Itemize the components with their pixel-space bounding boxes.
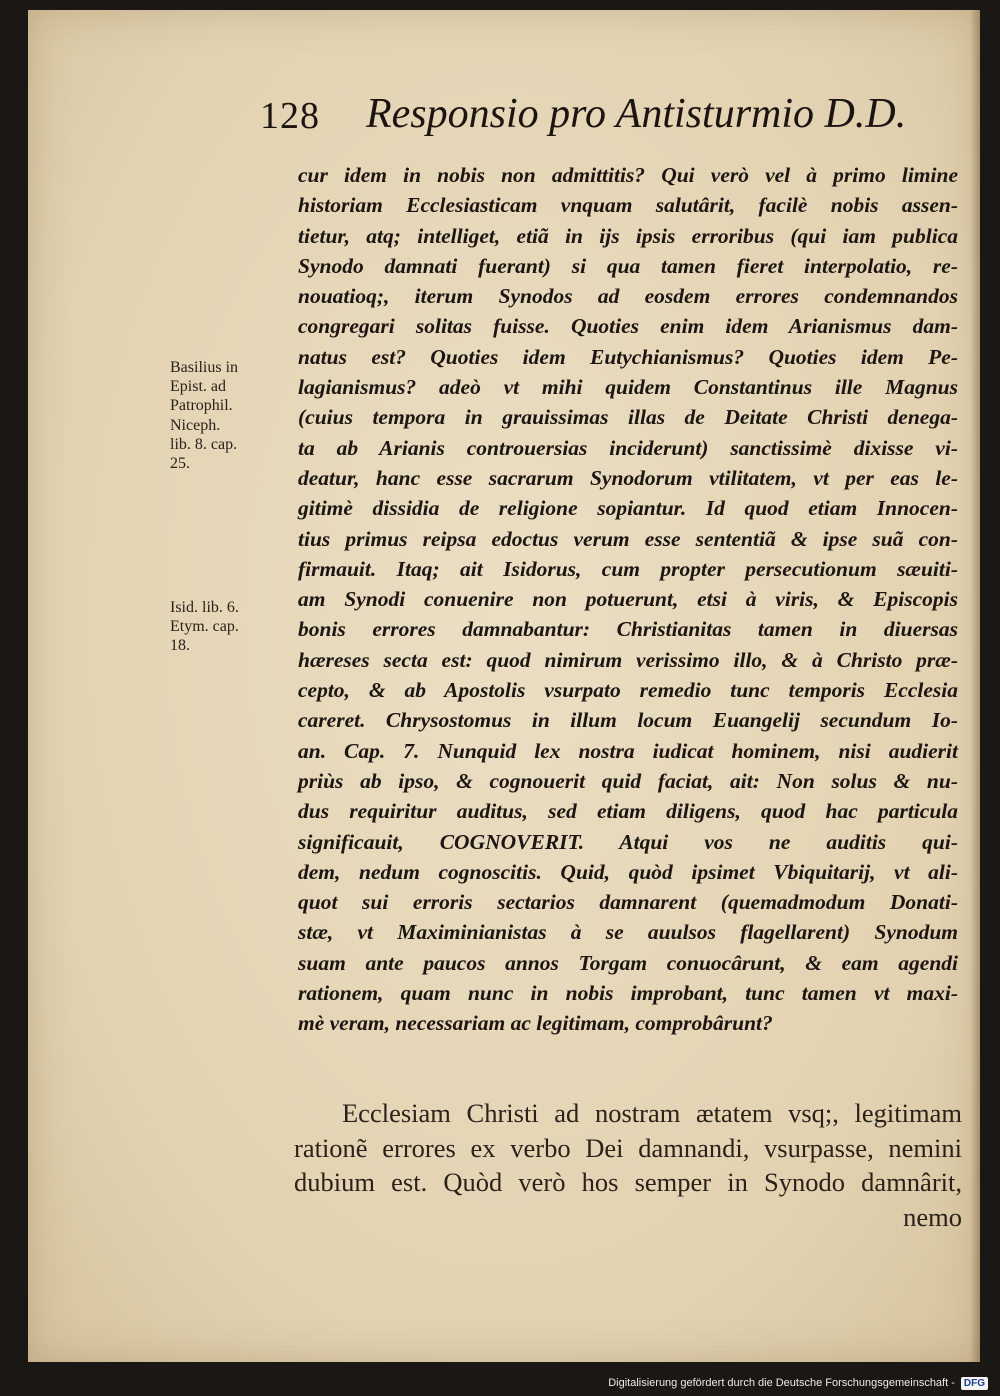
marginal-note-line: lib. 8. cap. — [170, 435, 238, 453]
funding-credit: Digitalisierung gefördert durch die Deutsche Forschungsgemeinschaft - — [608, 1377, 955, 1389]
marginal-note-line: Etym. cap. — [170, 618, 239, 636]
text-line: cepto, & ab Apostolis vsurpato remedio tunc temporis Ecclesia — [298, 678, 958, 703]
text-line: quot sui erroris sectarios damnarent (quemadmodum Donati- — [298, 890, 958, 915]
roman-body-text — [294, 1096, 962, 1234]
book-page — [28, 10, 980, 1362]
text-line: dubium est. Quòd verò hos semper in Synodo damnârit, — [294, 1167, 962, 1197]
page-header — [260, 90, 940, 150]
text-line: lagianismus? adeò vt mihi quidem Constantinus ille Magnus — [298, 375, 958, 400]
text-line: nouatioq;, iterum Synodos ad eosdem errores condemnandos — [298, 284, 958, 309]
marginal-note-isidorus — [170, 598, 290, 656]
text-line: Ecclesiam Christi ad nostram ætatem vsq;, legitimam — [342, 1098, 962, 1128]
catchword: nemo — [903, 1201, 962, 1232]
page-number: 128 — [260, 95, 320, 137]
text-line: careret. Chrysostomus in illum locum Euangelij secundum Io- — [298, 708, 958, 733]
text-line: significauit, COGNOVERIT. Atqui vos ne auditis qui- — [298, 829, 958, 854]
marginal-note-line: Basilius in — [170, 359, 239, 376]
page-edge-shadow — [970, 10, 980, 1362]
text-line: rationem, quam nunc in nobis improbant, tunc tamen vt maxi- — [298, 981, 958, 1006]
text-line: priùs ab ipso, & cognouerit quid faciat, ait: Non solus & nu- — [298, 768, 958, 793]
text-line: dem, nedum cognoscitis. Quid, quòd ipsimet Vbiquitarij, vt ali- — [298, 859, 958, 884]
text-line: deatur, hanc esse sacrarum Synodorum vtilitatem, vt per eas le- — [298, 465, 958, 490]
text-line: bonis errores damnabantur: Christianitas tamen in diuersas — [298, 617, 958, 642]
text-line: tius primus reipsa edoctus verum esse sententiã & ipse suã con- — [298, 526, 958, 551]
text-line: historiam Ecclesiasticam vnquam salutârit, facilè nobis assen- — [298, 193, 958, 218]
text-line: mè veram, necessariam ac legitimam, comprobârunt? — [298, 1011, 773, 1036]
text-line: suam ante paucos annos Torgam conuocârunt, & eam agendi — [298, 950, 958, 975]
marginal-note-line: Epist. ad — [170, 378, 226, 396]
text-line: ta ab Arianis controuersias inciderunt) sanctissimè dixisse vi- — [298, 435, 958, 460]
marginal-note-line: 18. — [170, 637, 190, 655]
text-line: dus requiritur auditus, sed etiam diligens, quod hac particula — [298, 799, 958, 824]
marginal-note-line: Isid. lib. 6. — [170, 599, 239, 616]
text-line: tietur, atq; intelliget, etiã in ijs ipsis erroribus (qui iam publica — [298, 223, 958, 248]
italic-body-text — [298, 160, 958, 1039]
running-title: Responsio pro Antisturmio D.D. — [366, 91, 907, 137]
text-line: cur idem in nobis non admittitis? Qui verò vel à primo limine — [298, 163, 958, 187]
text-line: hæreses secta est: quod nimirum verissimo illo, & à Christo præ- — [298, 647, 958, 672]
text-line: stæ, vt Maximinianistas à se auulsos flagellarent) Synodum — [298, 920, 958, 945]
text-line: Synodo damnati fuerant) si qua tamen fieret interpolatio, re- — [298, 253, 958, 278]
digitization-footer — [608, 1373, 988, 1393]
marginal-note-line: Patrophil. — [170, 397, 233, 415]
marginal-note-basilius — [170, 358, 290, 473]
text-line: am Synodi conuenire non potuerunt, etsi à viris, & Episcopis — [298, 587, 958, 612]
dfg-logo: DFG — [961, 1377, 988, 1390]
text-line: an. Cap. 7. Nunquid lex nostra iudicat hominem, nisi audierit — [298, 738, 958, 763]
marginal-note-line: 25. — [170, 455, 190, 473]
text-line: rationẽ errores ex verbo Dei damnandi, vsurpasse, nemini — [294, 1132, 962, 1163]
marginal-note-line: Niceph. — [170, 416, 221, 434]
text-line: firmauit. Itaq; ait Isidorus, cum propter persecutionum sæuiti- — [298, 556, 958, 581]
text-line: gitimè dissidia de religione sopiantur. Id quod etiam Innocen- — [298, 496, 958, 521]
text-line: congregari solitas fuisse. Quoties enim idem Arianismus dam- — [298, 314, 958, 339]
text-line: (cuius tempora in grauissimas illas de Deitate Christi denega- — [298, 405, 958, 430]
text-line: natus est? Quoties idem Eutychianismus? Quoties idem Pe- — [298, 344, 958, 369]
